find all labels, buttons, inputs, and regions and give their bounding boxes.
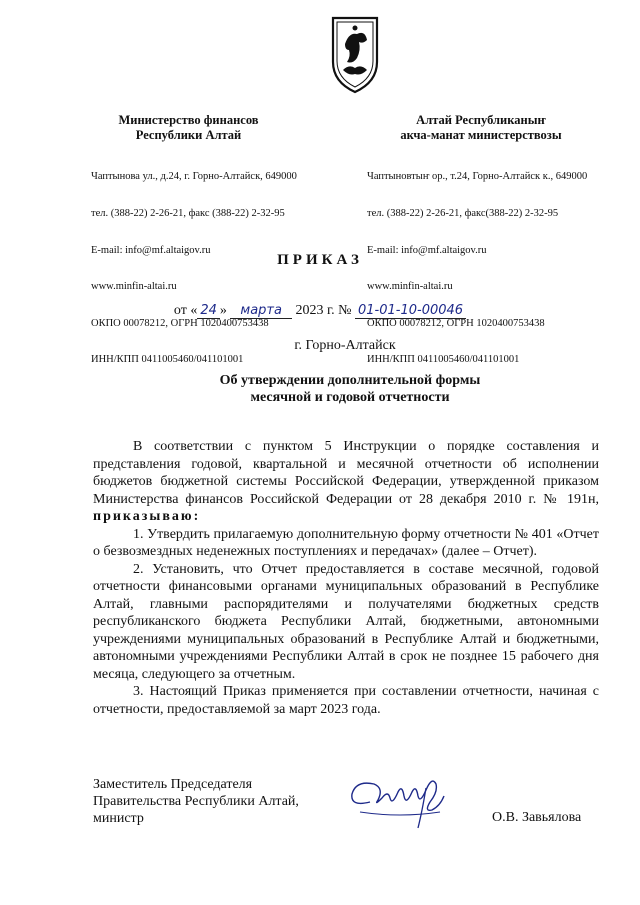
position-line1: Заместитель Председателя (93, 777, 253, 792)
item-1: 1. Утвердить прилагаемую дополнительную форму отчетности № 401 «Отчет о безвозмездных неденежных поступлениях и передачах» (далее – Отчет). (93, 526, 599, 559)
subject-line1: Об утверждении дополнительной формы (219, 373, 481, 388)
contact-email: E-mail: info@mf.altaigov.ru (367, 244, 487, 256)
contact-phone: тел. (388-22) 2-26-21, факс (388-22) 2-32-95 (91, 208, 285, 220)
intro-paragraph (93, 438, 599, 526)
date-prefix: от « (173, 303, 198, 318)
document-subject (180, 372, 520, 406)
ministry-name-altai (366, 113, 596, 143)
ministry-name-russian (76, 113, 301, 143)
item-3: 3. Настоящий Приказ применяется при составлении отчетности, начиная с отчетности, предоставляемой за март 2023 года. (93, 684, 599, 717)
ministry-name-line2: акча-манат министерствозы (400, 128, 562, 142)
ministry-name-line1: Министерство финансов (118, 113, 259, 127)
ministry-name-line2: Республики Алтай (135, 128, 242, 142)
ministry-name-line1: Алтай Республиканыҥ (416, 113, 546, 127)
contact-phone: тел. (388-22) 2-26-21, факс(388-22) 2-32-95 (367, 208, 559, 220)
contact-website: www.minfin-altai.ru (91, 281, 177, 293)
order-word: приказываю: (93, 509, 201, 524)
intro-text: В соответствии с пунктом 5 Инструкции о порядке составления и представления годовой, квартальной и месячной отчетности об исполнении бюджетов бюджетной системы Российской Федерации, утвержденной приказом Министерства финансов Российской Федерации от 28 декабря 2010 г. № 191н, (93, 439, 599, 507)
item-2: 2. Установить, что Отчет предоставляется в составе месячной, годовой отчетности финансовыми органами муниципальных образований в Республике Алтай, главными распорядителями и получателями бюджетных средств республиканского бюджета Республики Алтай, бюджетными, автономными учреждениями муниципальных образований в Республике Алтай и бюджетными, автономными учреждениями Республики Алтай в срок не позднее 15 рабочего дня месяца, следующего за отчетным. (93, 561, 599, 682)
city: г. Горно-Алтайск (294, 338, 396, 353)
contact-inn: ИНН/КПП 0411005460/041101001 (91, 354, 244, 366)
document-body (93, 438, 599, 718)
position-line2: Правительства Республики Алтай, (93, 794, 299, 809)
altai-republic-emblem-icon (327, 14, 383, 94)
date-year: 2023 г. № (291, 303, 356, 318)
contact-website: www.minfin-altai.ru (367, 281, 453, 293)
handwritten-signature-icon (340, 762, 460, 832)
contact-okpo: ОКПО 00078212, ОГРН 1020400753438 (367, 317, 545, 329)
date-month: марта (230, 303, 292, 319)
date-mid: » (219, 303, 231, 318)
signatory-position (93, 776, 299, 827)
contact-inn: ИНН/КПП 0411005460/041101001 (367, 354, 520, 366)
contact-address: Чаптынова ул., д.24, г. Горно-Алтайск, 649000 (91, 171, 297, 183)
contact-okpo: ОКПО 00078212, ОГРН 1020400753438 (91, 317, 269, 329)
document-title: ПРИКАЗ (277, 252, 363, 268)
date-number-line (0, 303, 640, 319)
subject-line2: месячной и годовой отчетности (250, 390, 450, 405)
document-number: 01-01-10-00046 (355, 303, 466, 319)
date-day: 24 (197, 303, 220, 319)
contact-email: E-mail: info@mf.altaigov.ru (91, 244, 211, 256)
signatory-name: О.В. Завьялова (492, 810, 582, 825)
contact-address: Чаптыновтыҥ ор., т.24, Горно-Алтайск к., 649000 (367, 171, 588, 183)
position-line3: министр (93, 811, 144, 826)
